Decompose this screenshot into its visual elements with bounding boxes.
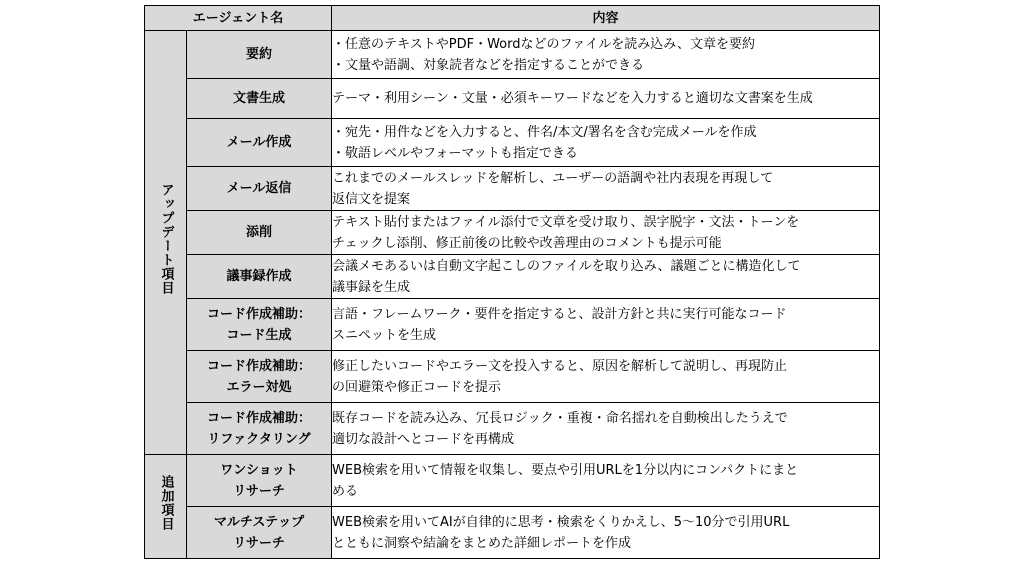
desc-line: ・任意のテキストやPDF・Wordなどのファイルを読み込み、文章を要約: [332, 36, 756, 52]
agent-name-line: コード生成: [226, 327, 292, 343]
table-row: [145, 403, 880, 455]
desc-line: チェックし添削、修正前後の比較や改善理由のコメントも提示可能: [332, 235, 722, 251]
table-row: [145, 455, 880, 507]
desc-line: 返信文を提案: [332, 191, 411, 207]
desc-line: これまでのメールスレッドを解析し、ユーザーの語調や社内表現を再現して: [332, 170, 774, 186]
desc-line: スニペットを生成: [332, 327, 437, 343]
desc-line: とともに洞察や結論をまとめた詳細レポートを作成: [332, 535, 632, 551]
agent-name-cell: [187, 167, 332, 211]
agent-name-cell: [187, 211, 332, 255]
group-cell-added: [145, 455, 187, 559]
agent-name-line: 要約: [246, 47, 273, 62]
agent-desc-cell: [332, 79, 880, 119]
desc-line: 言語・フレームワーク・要件を指定すると、設計方針と共に実行可能なコード: [332, 306, 787, 322]
agent-name-line: リファクタリング: [207, 431, 311, 447]
table-row: [145, 79, 880, 119]
agent-name-cell: [187, 299, 332, 351]
agent-name-line: 議事録作成: [226, 269, 292, 284]
group-label-added: 追加項目: [158, 475, 174, 531]
agent-name-line: 文書生成: [233, 91, 286, 106]
table-row: [145, 31, 880, 79]
agent-name-line: メール作成: [226, 135, 292, 150]
agent-name-line: メール返信: [226, 181, 292, 196]
table-row: [145, 167, 880, 211]
agent-desc-cell: [332, 119, 880, 167]
desc-line: ・宛先・用件などを入力すると、件名/本文/署名を含む完成メールを作成: [332, 124, 757, 140]
agent-name-line: ワンショット: [220, 462, 298, 478]
agent-name-cell: [187, 79, 332, 119]
desc-line: ・敬語レベルやフォーマットも指定できる: [332, 145, 578, 161]
agent-desc-cell: [332, 455, 880, 507]
agent-name-line: コード作成補助：: [207, 410, 312, 426]
desc-line: テキスト貼付またはファイル添付で文章を受け取り、誤字脱字・文法・トーンを: [332, 214, 800, 230]
desc-line: テーマ・利用シーン・文量・必須キーワードなどを入力すると適切な文書案を生成: [332, 91, 813, 106]
group-label-update: アップデート項目: [158, 183, 174, 295]
agent-name-cell: [187, 455, 332, 507]
agent-name-cell: [187, 31, 332, 79]
agent-name-line: マルチステップ: [213, 514, 305, 530]
desc-line: 既存コードを読み込み、冗長ロジック・重複・命名揺れを自動検出したうえで: [332, 410, 788, 426]
desc-line: WEB検索を用いて情報を収集し、要点や引用URLを1分以内にコンパクトにまと: [332, 462, 799, 478]
table-header-row: [145, 6, 880, 31]
agent-name-line: コード作成補助：: [207, 306, 312, 322]
desc-line: WEB検索を用いてAIが自律的に思考・検索をくりかえし、5〜10分で引用URL: [332, 514, 790, 530]
agent-desc-cell: [332, 167, 880, 211]
agent-desc-cell: [332, 31, 880, 79]
agent-desc-cell: [332, 211, 880, 255]
table-row: [145, 299, 880, 351]
agent-name-cell: [187, 351, 332, 403]
agent-desc-cell: [332, 403, 880, 455]
table-row: [145, 507, 880, 559]
header-agent-name: エージェント名: [145, 6, 332, 31]
agent-desc-cell: [332, 299, 880, 351]
desc-line: める: [332, 483, 359, 499]
desc-line: 適切な設計へとコードを再構成: [332, 431, 515, 447]
desc-line: ・文量や語調、対象読者などを指定することができる: [332, 57, 645, 73]
desc-line: 会議メモあるいは自動文字起こしのファイルを取り込み、議題ごとに構造化して: [332, 258, 801, 274]
agent-desc-cell: [332, 507, 880, 559]
agent-name-line: リサーチ: [233, 483, 285, 499]
group-cell-update: [145, 31, 187, 455]
agent-name-cell: [187, 507, 332, 559]
agent-table: [144, 5, 880, 559]
agent-name-cell: [187, 403, 332, 455]
agent-name-line: リサーチ: [233, 535, 285, 551]
header-content: 内容: [332, 6, 880, 31]
desc-line: 修正したいコードやエラー文を投入すると、原因を解析して説明し、再現防止: [332, 358, 788, 374]
desc-line: 議事録を生成: [332, 279, 411, 295]
desc-line: の回避策や修正コードを提示: [332, 379, 502, 395]
table-row: [145, 211, 880, 255]
agent-desc-cell: [332, 351, 880, 403]
agent-desc-cell: [332, 255, 880, 299]
table-row: [145, 119, 880, 167]
table-row: [145, 351, 880, 403]
agent-name-line: エラー対処: [226, 379, 292, 395]
agent-name-cell: [187, 119, 332, 167]
table-row: [145, 255, 880, 299]
agent-name-cell: [187, 255, 332, 299]
agent-name-line: 添削: [246, 225, 273, 240]
agent-name-line: コード作成補助：: [207, 358, 312, 374]
